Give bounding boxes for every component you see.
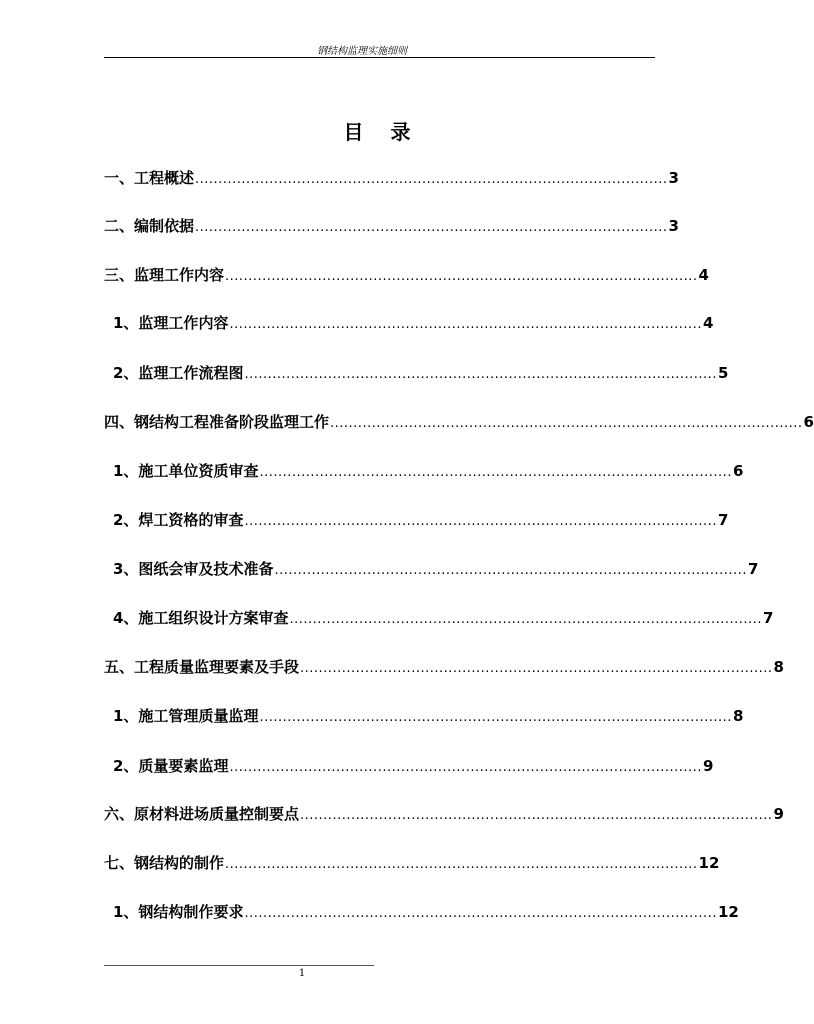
toc-leader-dots: ...................................................................................................... [330, 416, 803, 431]
toc-entry-label: 一、工程概述 [104, 169, 195, 187]
toc-entry-label: 3、图纸会审及技术准备 [113, 560, 274, 578]
toc-leader-dots: ...................................................................................................... [244, 367, 717, 382]
toc-entry-page: 9 [702, 757, 714, 775]
toc-entry-page: 6 [803, 413, 814, 431]
toc-title: 目 录 [343, 120, 421, 144]
toc-leader-dots: ...................................................................................................... [244, 514, 717, 529]
toc-leader-dots: ...................................................................................................... [195, 220, 668, 235]
toc-entry-label: 4、施工组织设计方案审查 [113, 609, 289, 627]
toc-entry-page: 3 [668, 169, 679, 187]
toc-entry-label: 五、工程质量监理要素及手段 [104, 658, 300, 676]
toc-entry-page: 9 [773, 805, 784, 823]
toc-entry-label: 四、钢结构工程准备阶段监理工作 [104, 413, 330, 431]
toc-entry-7-1[interactable] [113, 901, 739, 923]
toc-entry-4-2[interactable] [113, 509, 729, 531]
toc-entry-1[interactable] [104, 167, 679, 189]
toc-leader-dots: ...................................................................................................... [289, 612, 762, 627]
toc-entry-label: 二、编制依据 [104, 217, 195, 235]
toc-leader-dots: ...................................................................................................... [274, 563, 747, 578]
toc-leader-dots: ...................................................................................................... [225, 269, 698, 284]
footer-rule [104, 965, 374, 966]
toc-leader-dots: ...................................................................................................... [259, 465, 732, 480]
toc-entry-4[interactable] [104, 411, 814, 433]
toc-entry-page: 7 [747, 560, 759, 578]
toc-entry-3-2[interactable] [113, 362, 729, 384]
toc-entry-page: 5 [717, 364, 729, 382]
toc-entry-6[interactable] [104, 803, 784, 825]
toc-entry-4-3[interactable] [113, 558, 759, 580]
toc-entry-page: 4 [702, 314, 714, 332]
toc-entry-3-1[interactable] [113, 312, 714, 334]
running-header: 钢结构监理实施细则 [317, 46, 407, 57]
toc-entry-2[interactable] [104, 215, 679, 237]
toc-entry-page: 7 [762, 609, 774, 627]
toc-entry-label: 七、钢结构的制作 [104, 854, 225, 872]
toc-entry-7[interactable] [104, 852, 720, 874]
toc-entry-5-1[interactable] [113, 705, 744, 727]
toc-entry-page: 8 [732, 707, 744, 725]
toc-entry-page: 3 [668, 217, 679, 235]
toc-leader-dots: ...................................................................................................... [225, 857, 698, 872]
toc-entry-5-2[interactable] [113, 755, 714, 777]
toc-entry-label: 2、监理工作流程图 [113, 364, 244, 382]
toc-entry-5[interactable] [104, 656, 784, 678]
toc-entry-label: 1、施工单位资质审查 [113, 462, 259, 480]
toc-leader-dots: ...................................................................................................... [259, 710, 732, 725]
toc-entry-3[interactable] [104, 264, 709, 286]
toc-entry-4-4[interactable] [113, 607, 774, 629]
toc-entry-label: 1、钢结构制作要求 [113, 903, 244, 921]
toc-entry-label: 1、施工管理质量监理 [113, 707, 259, 725]
toc-leader-dots: ...................................................................................................... [244, 906, 717, 921]
toc-entry-4-1[interactable] [113, 460, 744, 482]
toc-entry-page: 7 [717, 511, 729, 529]
toc-leader-dots: ...................................................................................................... [229, 317, 702, 332]
toc-entry-label: 三、监理工作内容 [104, 266, 225, 284]
toc-entry-label: 2、焊工资格的审查 [113, 511, 244, 529]
page-number: 1 [298, 968, 306, 979]
toc-entry-label: 2、质量要素监理 [113, 757, 229, 775]
toc-entry-page: 8 [773, 658, 784, 676]
toc-leader-dots: ...................................................................................................... [300, 808, 773, 823]
toc-leader-dots: ...................................................................................................... [229, 760, 702, 775]
toc-entry-page: 6 [732, 462, 744, 480]
toc-entry-page: 12 [717, 903, 739, 921]
toc-leader-dots: ...................................................................................................... [195, 172, 668, 187]
toc-entry-page: 12 [698, 854, 720, 872]
toc-entry-label: 六、原材料进场质量控制要点 [104, 805, 300, 823]
toc-entry-label: 1、监理工作内容 [113, 314, 229, 332]
toc-leader-dots: ...................................................................................................... [300, 661, 773, 676]
toc-entry-page: 4 [698, 266, 709, 284]
header-rule [104, 57, 655, 58]
